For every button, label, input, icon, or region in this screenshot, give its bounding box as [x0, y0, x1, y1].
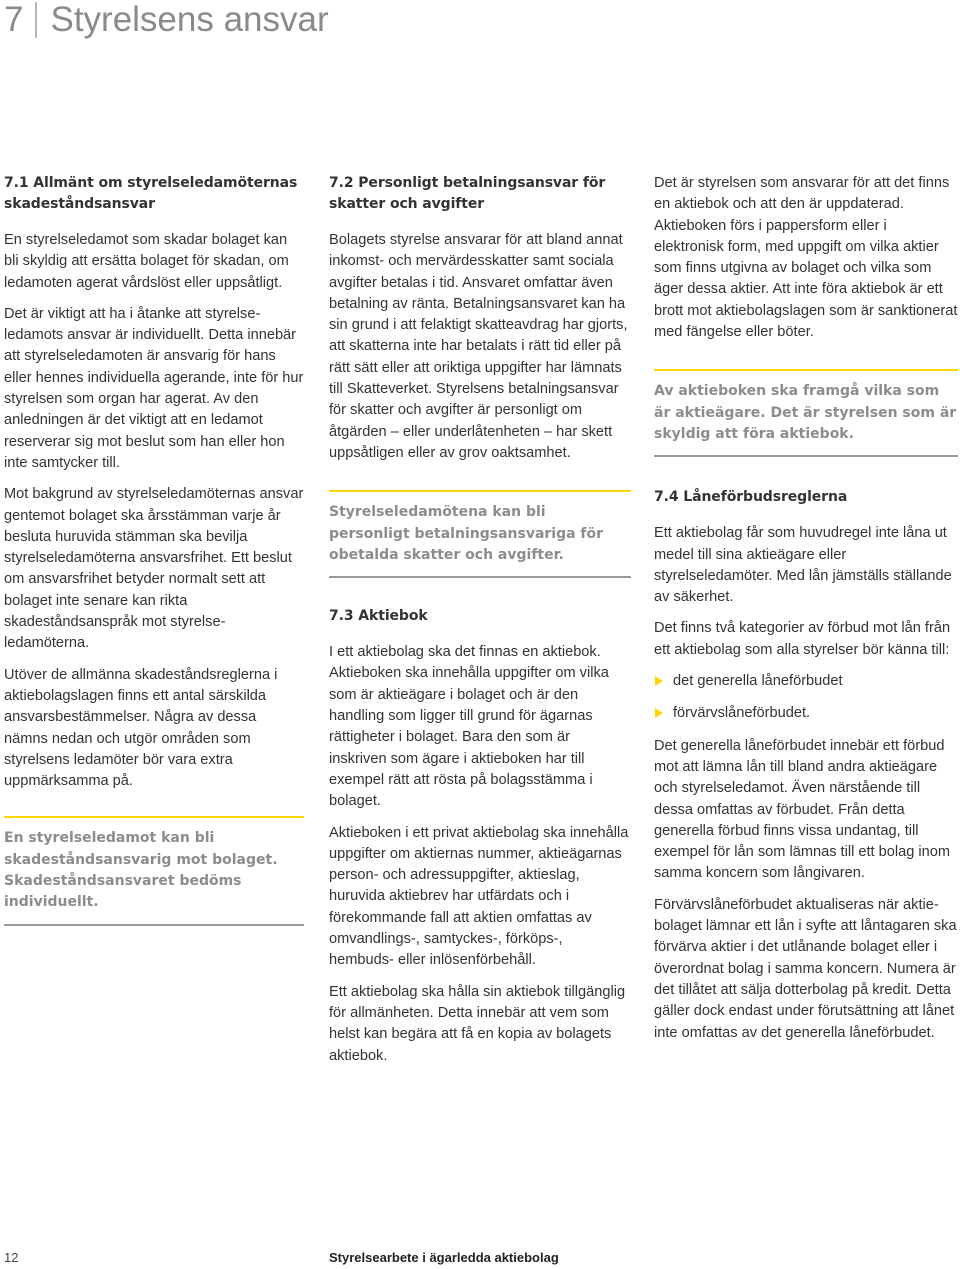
- triangle-bullet-icon: [655, 676, 663, 686]
- paragraph: Det finns två kategorier av förbud mot lån från ett aktiebolag som alla styrelser bör känna till:: [654, 620, 951, 658]
- callout-box: Av aktieboken ska framgå vilka som är aktieägare. Det är styrelsen som är skyldig att föra aktiebok.: [654, 369, 958, 457]
- section-heading-7-4: 7.4 Låneförbudsreglerna: [654, 489, 848, 506]
- column-3: [654, 173, 958, 1054]
- callout-box: Styrelseledamötena kan bli personligt betalningsansvariga för obetalda skatter och avgifter.: [329, 490, 631, 578]
- chapter-title: Styrelsens ansvar: [50, 0, 329, 39]
- paragraph: Ett aktiebolag får som huvudregel inte låna ut medel till sina aktieägare eller styrelseledamöter. Med lån jämställs ställande av säkerhet.: [654, 525, 952, 606]
- page-number: 12: [4, 1250, 19, 1265]
- section-heading-7-3: 7.3 Aktiebok: [329, 608, 428, 625]
- header-divider: [35, 2, 37, 38]
- section-heading-7-1: 7.1 Allmänt om styrelseledamöternas skadeståndsansvar: [4, 175, 298, 212]
- callout-box: En styrelseledamot kan bli skadeståndsansvarig mot bolaget. Skadeståndsansvaret bedöms individuellt.: [4, 816, 304, 925]
- section-heading-7-2: 7.2 Personligt betalningsansvar för skatter och avgifter: [329, 175, 606, 212]
- paragraph: Det är viktigt att ha i åtanke att styrelseledamots ansvar är individuellt. Detta innebär att styrelseledamoten är ansvarig för hans eller hennes individuella agerande, inte för hur styrelsen som organ har agerat. Av den anledningen är det viktigt att en ledamot reserverar sig mot beslut som han eller hon inte samtycker till.: [4, 305, 304, 471]
- paragraph: Förvärvslåneförbudet aktualiseras när aktiebolaget lämnar ett lån i syfte att låntagaren ska förvärva aktier i det utlånande bolaget eller i överordnat bolag i samma koncern. Numera är det tillåtet att sälja dotterbolag på kredit. Detta gäller dock endast under förutsättning att lånet inte omfattas av det generella låneförbudet.: [654, 896, 957, 1041]
- paragraph: Det är styrelsen som ansvarar för att det finns en aktiebok och att den är uppdaterad. Aktieboken förs i pappersform eller i elektronisk form, med uppgift om vilka aktier som finns utgivna av bolaget och vilka som äger dessa aktier. Att inte föra aktiebok är ett brott mot aktiebolagslagen som är sanktionerat med fängelse eller böter.: [654, 175, 958, 341]
- bullet-list: [654, 671, 958, 725]
- paragraph: Aktieboken i ett privat aktiebolag ska innehålla uppgifter om aktiernas nummer, aktieägarnas person- och adressuppgifter, aktieslag, huruvida aktiebrev har utfärdats och i förekommande fall att aktien omfattas av omvandlings-, samtyckes-, förköps-, hembuds- eller inlösenförbehåll.: [329, 824, 629, 969]
- list-item: det generella låneförbudet: [654, 671, 958, 692]
- paragraph: En styrelseledamot som skadar bolaget kan bli skyldig att ersätta bolaget för skadan, om ledamoten agerat vårdslöst eller uppsåtligt.: [4, 232, 289, 291]
- paragraph: Utöver de allmänna skadeståndsreglerna i aktiebolagslagen finns ett antal särskilda ansvarsbestämmelser. Några av dessa nämns nedan och utgör områden som styrelsens ledamöter bör vara extra uppmärksamma på.: [4, 666, 278, 790]
- paragraph: Bolagets styrelse ansvarar för att bland annat inkomst- och mervärdesskatter samt sociala avgifter betalas i tid. Ansvaret omfattar även betalning av ränta. Betalningsansvaret kan ha sin grund i att felaktigt skatteavdrag har gjorts, att skatterna inte har betalats i rätt tid eller på rätt sätt eller att oriktiga uppgifter har lämnats till Skatteverket. Styrelsens betalningsansvar för skatter och avgifter är personligt om åtgärden – eller underlåtenheten – har skett uppsåtligen eller av grov oaktsamhet.: [329, 232, 628, 461]
- column-1: [4, 173, 304, 926]
- paragraph: Mot bakgrund av styrelseledamöternas ansvar gentemot bolaget ska årsstämman varje år besluta huruvida stämman ska bevilja styrelseledamöterna ansvarsfrihet. Ett beslut om ansvarsfrihet betyder normalt sett att bolaget inte senare kan rikta skadeståndsanspråk mot styrelseledamöterna.: [4, 486, 304, 652]
- chapter-number: 7: [4, 0, 24, 39]
- footer-title: Styrelsearbete i ägarledda aktiebolag: [329, 1250, 559, 1265]
- list-item: förvärvslåneförbudet.: [654, 703, 958, 724]
- paragraph: Ett aktiebolag ska hålla sin aktiebok tillgänglig för allmänheten. Detta innebär att vem som helst kan begära att få en kopia av bolagets aktiebok.: [329, 983, 626, 1064]
- chapter-header: [4, 0, 329, 42]
- triangle-bullet-icon: [655, 708, 663, 718]
- paragraph: I ett aktiebolag ska det finnas en aktiebok. Aktieboken ska innehålla uppgifter om vilka som är aktieägare i bolaget och är den handling som ligger till grund för ägarnas rättigheter i bolaget. Bara den som är inskriven som ägare i aktieboken har till exempel rätt att rösta på bolagsstämma i bolaget.: [329, 644, 609, 810]
- paragraph: Det generella låneförbudet innebär ett förbud mot att lämna lån till bland andra aktieägare och styrelseledamot. Även närstående till dessa omfattas av förbudet. Från detta generella förbud finns vissa undantag, till exempel för lån som lämnas till ett bolag inom samma koncern som långivaren.: [654, 737, 951, 882]
- column-2: [329, 173, 631, 1077]
